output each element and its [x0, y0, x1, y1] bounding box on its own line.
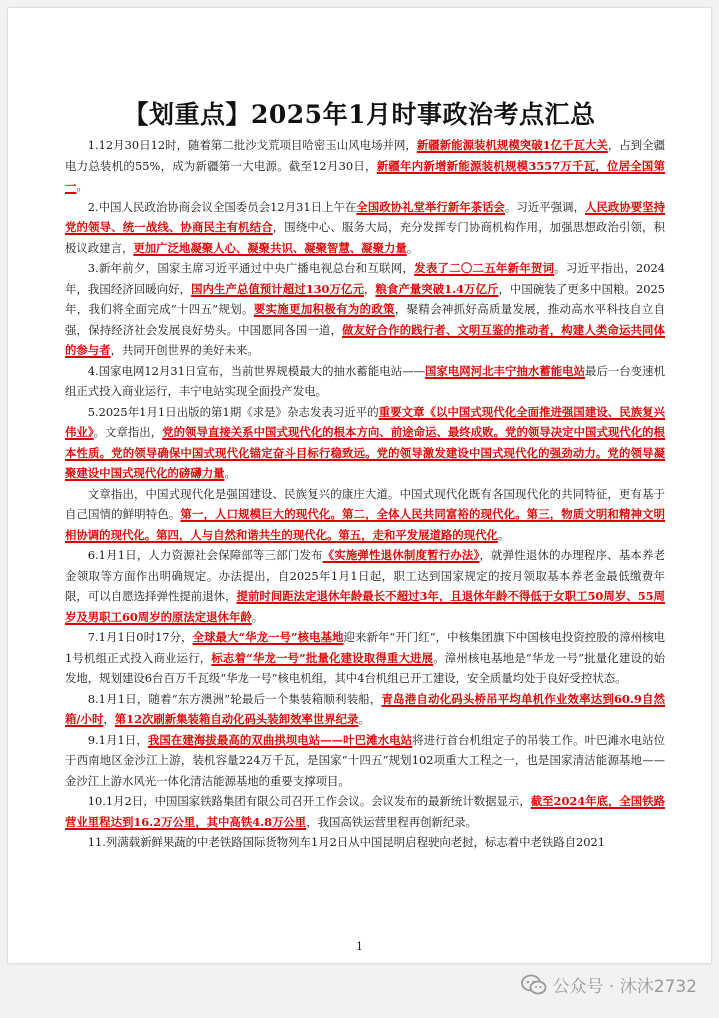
highlighted-text: 人民政协要坚持党的领导、统一战线、协商民主有机结合: [65, 199, 665, 234]
body-text: 。漳州核电基地是“华龙一号”批量化建设的始发地，规划建设6台百万千瓦级“华龙一号”核电机组，其中4台机组已开工建设，安全质量均处于良好受控状态。: [65, 650, 666, 685]
body-text: 。文章指出，: [93, 425, 163, 439]
body-text: 11.列满载新鲜果蔬的中老铁路国际货物列车1月2日从中国昆明启程驶向老挝，标志着中老铁路自2021: [87, 835, 606, 849]
body-text: 。: [497, 527, 510, 542]
highlighted-text: 发表了二〇二五年新年贺词: [414, 261, 555, 275]
wechat-icon: [521, 974, 547, 996]
document-body: [65, 135, 665, 853]
paragraph: [65, 791, 665, 832]
paragraph: [65, 627, 665, 689]
body-text: ，: [103, 712, 115, 726]
body-text: 5.2025年1月1日出版的第1期《求是》杂志发表习近平的: [87, 404, 379, 419]
body-text: 8.1月1日，随着“东方澳洲”轮最后一个集装箱顺利装船，: [87, 691, 382, 706]
body-text: 迎来新年“开门红”，中核集团旗下中国核电投资控股的漳州核电1号机组正式投入商业运行，: [65, 630, 665, 665]
highlighted-text: 青岛港自动化码头桥吊平均单机作业效率达到60.9自然箱/小时: [65, 691, 665, 726]
highlighted-text: 第一，人口规模巨大的现代化。第二，全体人民共同富裕的现代化。第三，物质文明和精神文明相协调的现代化。第四，人与自然和谐共生的现代化。第五，走和平发展道路的现代化: [65, 507, 665, 542]
body-text: ，就弹性退休的办理程序、基本养老金领取等方面作出明确规定。办法提出，自2025年1月1日起，职工达到国家规定的按月领取基本养老金最低缴费年限，可以自愿选择弹性提前退休，: [65, 548, 665, 603]
body-text: ，围绕中心、服务大局，充分发挥专门协商机构作用，加强思想政治引领，积极议政建言，: [65, 220, 665, 255]
paragraph: [65, 689, 665, 730]
body-text: 将进行首台机组定子的吊装工作。叶巴滩水电站位于西南地区金沙江上游，装机容量224万千瓦，是国家“十四五”规划102项重大工程之一，也是国家清洁能源基地——金沙江上游水风光一体化清洁能源基地的重要支撑项目。: [65, 732, 665, 788]
paragraph: [65, 258, 665, 361]
body-text: 2.中国人民政治协商会议全国委员会12月31日上午在: [87, 199, 357, 214]
body-text: ，中国碗装了更多中国粮。2025年，我们将全面完成“十四五”规划。: [65, 281, 665, 316]
body-text: ，: [363, 281, 376, 296]
highlighted-text: 党的领导直接关系中国式现代化的根本方向、前途命运、最终成败。党的领导决定中国式现代化的根本性质。党的领导确保中国式现代化锚定奋斗目标行稳致远。党的领导激发建设中国式现代化的强劲动力。党的领导凝聚建设中国式现代化的磅礴力量: [65, 425, 665, 480]
highlighted-text: 更加广泛地凝聚人心、凝聚共识、凝聚智慧、凝聚力量: [133, 240, 407, 255]
body-text: 。: [406, 240, 419, 255]
body-text: 1.12月30日12时，随着第二批沙戈荒项目哈密玉山风电场并网，: [87, 138, 417, 152]
body-text: 。: [358, 712, 370, 726]
body-text: 。习近平指出，2024年，我国经济回暖向好，: [65, 261, 665, 296]
watermark-text: 公众号 · 沐沐2732: [552, 977, 697, 997]
body-text: 最后一台变速机组正式投入商业运行，丰宁电站实现全面投产发电。: [65, 363, 665, 398]
paragraph: [65, 135, 665, 197]
highlighted-text: 新疆新能源装机规模突破1亿千瓦大关: [416, 138, 608, 152]
body-text: 文章指出，中国式现代化是强国建设、民族复兴的康庄大道。中国式现代化既有各国现代化的共同特征，更有基于自己国情的鲜明特色。: [65, 486, 665, 521]
highlighted-text: 第12次刷新集装箱自动化码头装卸效率世界纪录: [114, 712, 359, 726]
highlighted-text: 粮食产量突破1.4万亿斤: [375, 281, 499, 296]
body-text: 。: [224, 466, 236, 480]
highlighted-text: 新疆年内新增新能源装机规模3557万千瓦，位居全国第一: [65, 158, 665, 193]
paragraph: [65, 545, 665, 627]
body-text: 。: [251, 609, 264, 624]
highlighted-text: 截至2024年底，全国铁路营业里程达到16.2万公里，其中高铁4.8万公里: [65, 794, 665, 829]
paragraph: [65, 402, 665, 484]
paragraph: [65, 832, 665, 853]
paragraph: [65, 484, 665, 546]
page-title: 【划重点】2025年1月时事政治考点汇总: [123, 100, 596, 129]
highlighted-text: 《实施弹性退休制度暂行办法》: [322, 548, 480, 562]
wechat-watermark: [521, 972, 697, 997]
page-number: 1: [356, 940, 363, 953]
highlighted-text: 全国政协礼堂举行新年茶话会: [356, 199, 505, 214]
paragraph: [65, 197, 665, 259]
paragraph: [65, 730, 665, 792]
body-text: ，我国高铁运营里程再创新纪录。: [306, 814, 478, 829]
highlighted-text: 做友好合作的践行者、文明互鉴的推动者，构建人类命运共同体的参与者: [65, 322, 665, 357]
paragraph: [65, 361, 665, 402]
highlighted-text: 国内生产总值预计超过130万亿元: [191, 281, 364, 296]
highlighted-text: 国家电网河北丰宁抽水蓄能电站: [424, 363, 586, 378]
body-text: ，占到全疆电力总装机的55%，成为新疆第一大电源。截至12月30日，: [65, 138, 665, 173]
body-text: 10.1月2日，中国国家铁路集团有限公司召开工作会议。会议发布的最新统计数据显示，: [87, 794, 531, 808]
body-text: ，聚精会神抓好高质量发展，推动高水平科技自立自强，保持经济社会发展良好势头。中国愿同各国一道，: [65, 302, 665, 337]
body-text: 7.1月1日0时17分，: [87, 630, 193, 644]
highlighted-text: 全球最大“华龙一号”核电基地: [192, 630, 344, 644]
body-text: 4.国家电网12月31日宣布，当前世界规模最大的抽水蓄能电站——: [87, 363, 425, 378]
highlighted-text: 要实施更加积极有为的政策: [253, 302, 395, 316]
highlighted-text: 提前时间距法定退休年龄最长不超过3年，且退休年龄不得低于女职工50周岁、55周岁及男职工60周岁的原法定退休年龄: [65, 589, 665, 624]
highlighted-text: 我国在建海拔最高的双曲拱坝电站——叶巴滩水电站: [147, 732, 413, 747]
body-text: 3.新年前夕，国家主席习近平通过中央广播电视总台和互联网，: [87, 261, 415, 275]
body-text: ，共同开创世界的美好未来。: [110, 343, 259, 357]
body-text: 6.1月1日，人力资源社会保障部等三部门发布: [87, 548, 323, 562]
highlighted-text: 重要文章《以中国式现代化全面推进强国建设、民族复兴伟业》: [65, 404, 665, 439]
document-page: [8, 8, 711, 963]
body-text: 。: [76, 179, 88, 193]
highlighted-text: 标志着“华龙一号”批量化建设取得重大进展: [211, 650, 434, 665]
body-text: 。习近平强调，: [504, 199, 585, 214]
body-text: 9.1月1日，: [87, 732, 148, 747]
